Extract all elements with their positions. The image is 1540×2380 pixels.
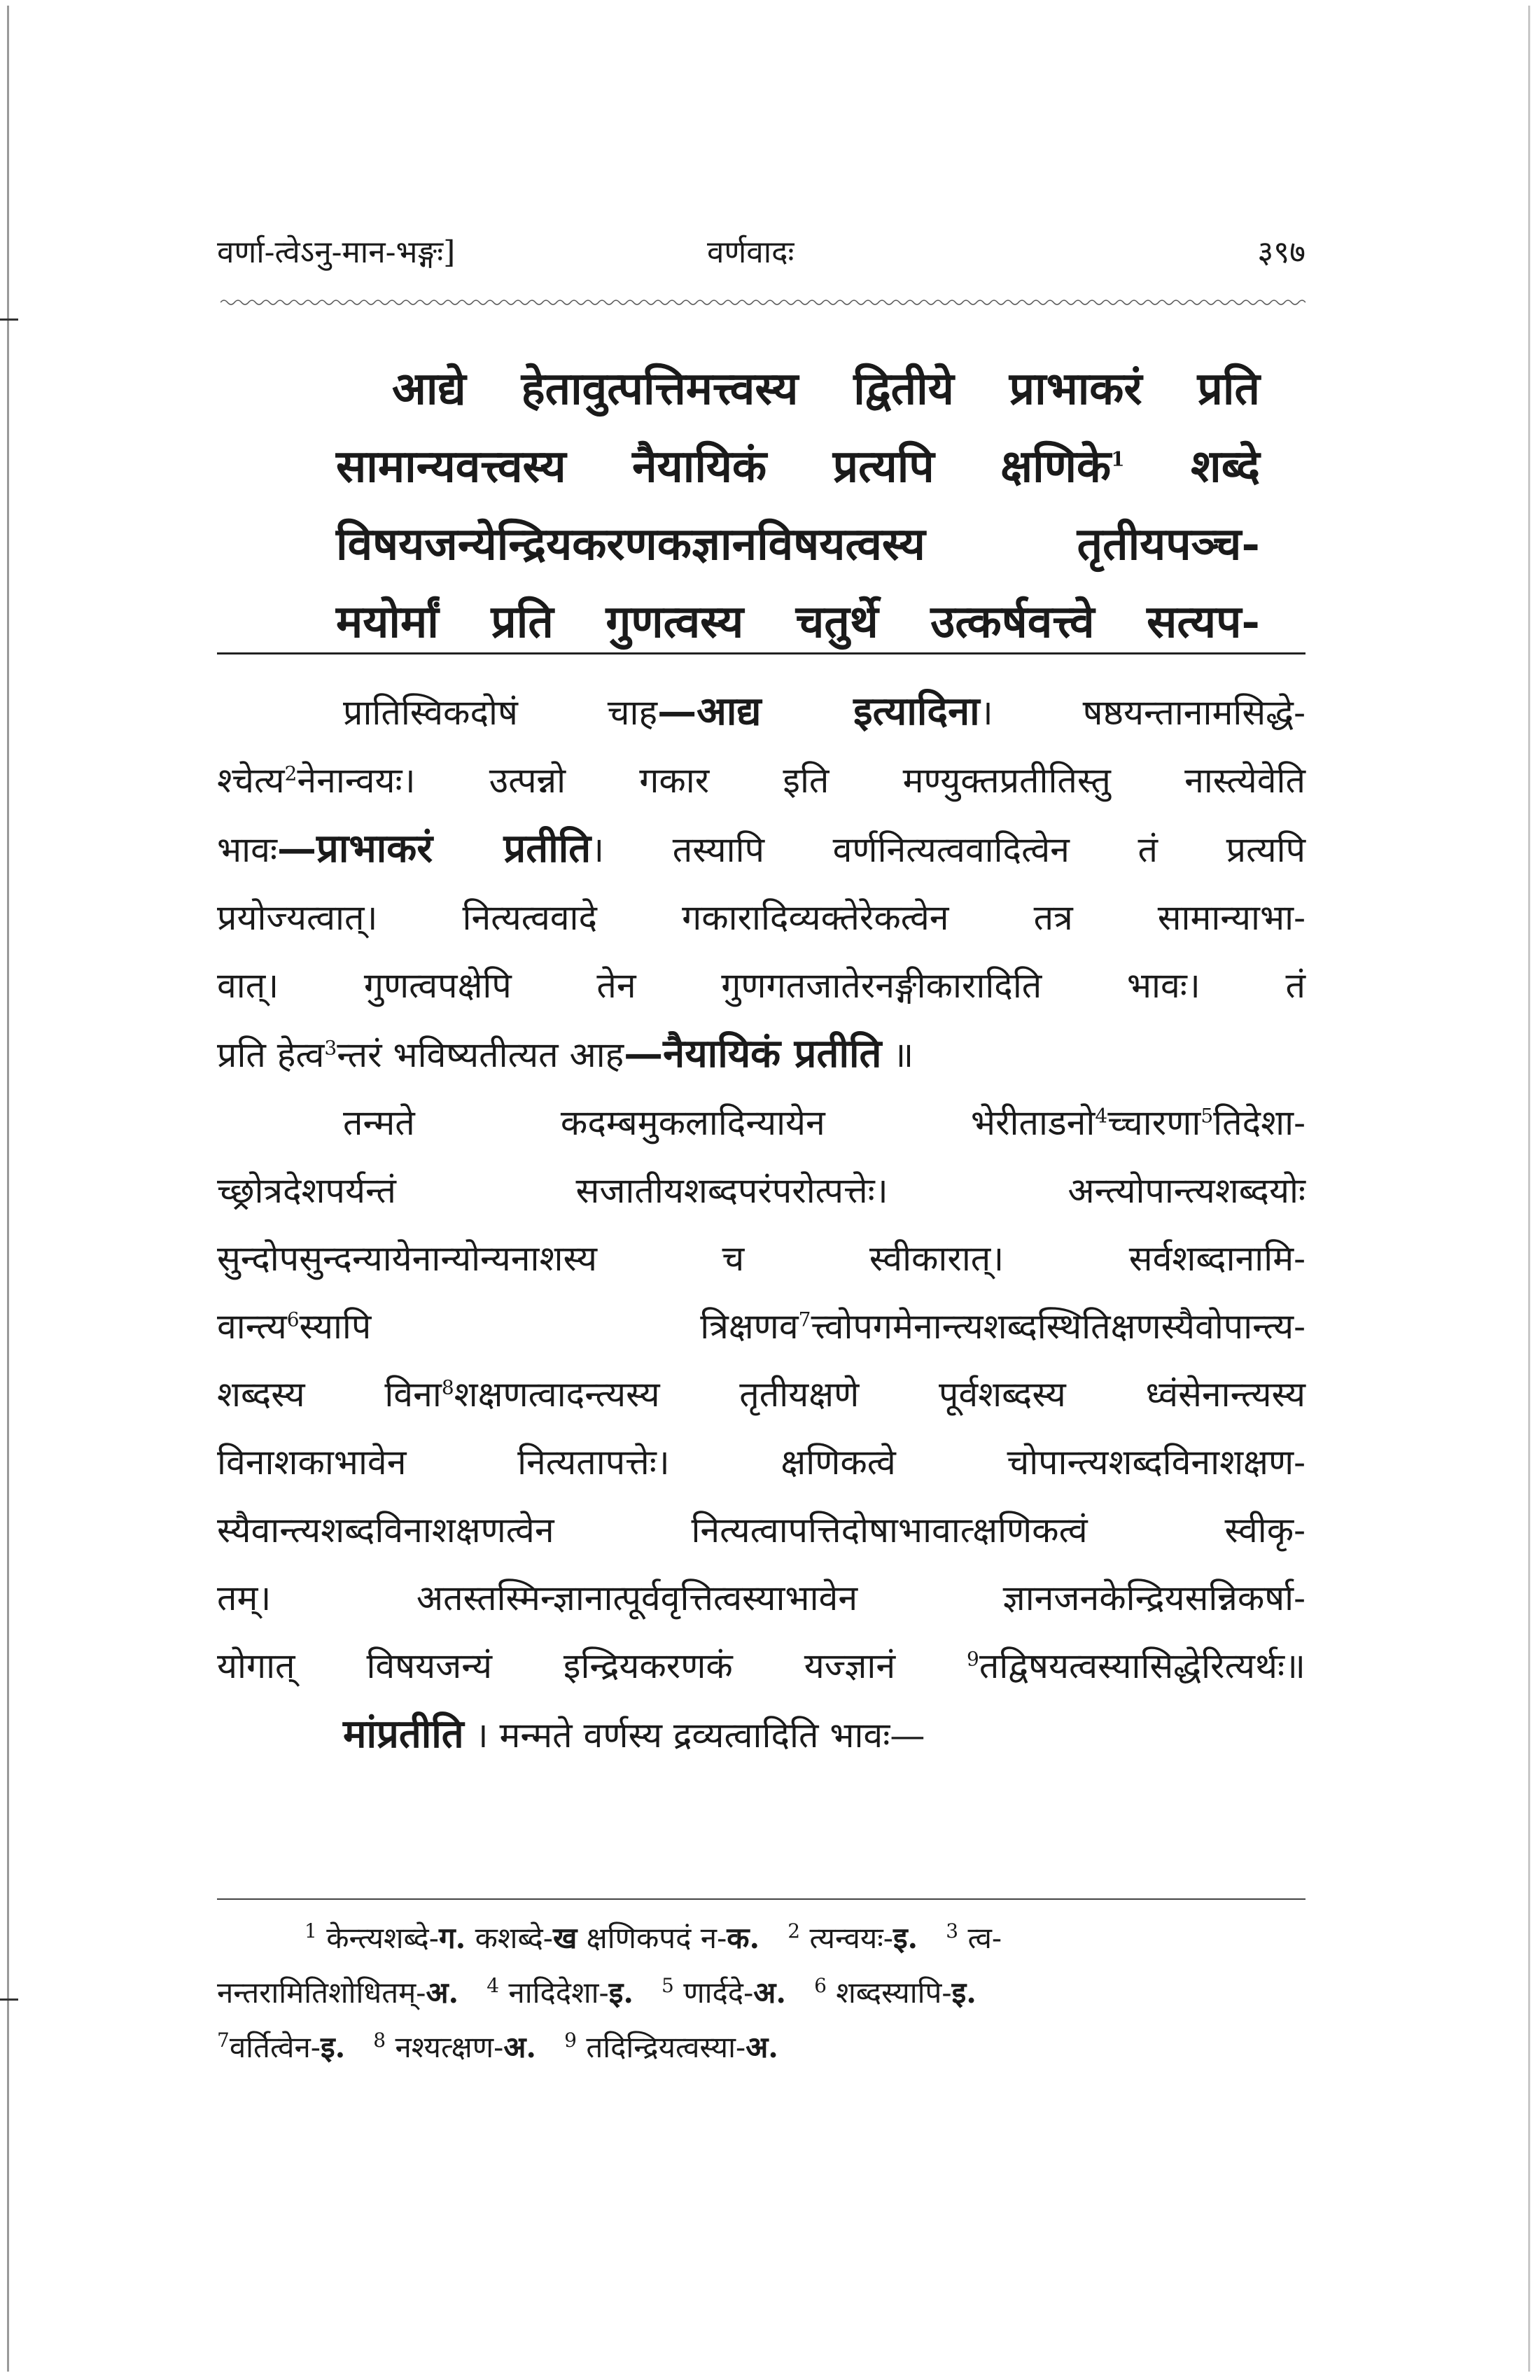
footnote-ref: 4 — [1095, 1104, 1108, 1128]
header-chapter-title: वर्णवादः — [707, 234, 794, 270]
manuscript-siglum: ख — [552, 1921, 578, 1955]
root-text-fragment: सामान्यवत्त्वस्य नैयायिकं प्रत्यपि क्षणिके — [336, 440, 1112, 493]
footnote-line — [217, 1911, 1306, 1966]
footnote-number: 6 — [814, 1974, 827, 1997]
commentary-fragment: वान्त्य — [217, 1306, 287, 1347]
footnote-ref: 7 — [798, 1308, 811, 1331]
commentary-fragment: योगात् विषयजन्यं इन्द्रियकरणकं यज्ज्ञानं — [217, 1646, 896, 1686]
footnote-number: 4 — [486, 1974, 500, 1997]
running-header — [217, 230, 1306, 279]
commentary-fragment: श्चेत्य — [217, 760, 285, 801]
commentary-fragment: शक्षणत्वादन्त्यस्य तृतीयक्षणे पूर्वशब्दस्य ध्वंसेनान्त्यस्य — [454, 1374, 1306, 1415]
commentary-line: प्रयोज्यत्वात्। नित्यत्ववादे गकारादिव्यक्तेरेकत्वेन तत्र सामान्याभा- — [217, 897, 1306, 938]
commentary-fragment: च्चारणा — [1107, 1102, 1201, 1143]
commentary-fragment: ॥ — [881, 1035, 914, 1075]
footnote-number: 5 — [662, 1974, 674, 1997]
commentary-line: स्यैवान्त्यशब्दविनाशक्षणत्वेन नित्यत्वापत्तिदोषाभावात्क्षणिकत्वं स्वीकृ- — [217, 1510, 1306, 1550]
page-number: ३९७ — [1257, 234, 1306, 270]
footnote-text: त्यन्वयः- — [809, 1921, 893, 1955]
root-text-line: आद्ये हेतावुत्पत्तिमत्त्वस्य द्वितीये प्राभाकरं प्रति — [392, 363, 1260, 415]
header-section-title: वर्णा-त्वेऽनु-मान-भङ्गः] — [217, 234, 456, 270]
footnote-number: 9 — [564, 2029, 577, 2052]
commentary-fragment: नेनान्वयः। उत्पन्नो गकार इति मण्युक्तप्रतीतिस्तु नास्त्येवेति — [297, 760, 1306, 801]
footnote-text: नादिदेशा- — [508, 1975, 609, 2010]
pratika-lemma: —प्राभाकरं प्रतीति — [277, 825, 592, 872]
footnote-ref: 2 — [284, 762, 298, 785]
commentary-fragment: स्यापि त्रिक्षणव — [299, 1306, 799, 1347]
commentary-line — [217, 678, 1306, 747]
commentary-line — [217, 1361, 1306, 1429]
footnote-ref: 9 — [967, 1647, 979, 1671]
commentary-line — [217, 815, 1306, 884]
footnote-ref: 8 — [441, 1376, 454, 1399]
pratika-lemma: मांप्रतीति — [343, 1711, 464, 1757]
footnote-text: केन्त्यशब्दे- — [326, 1921, 440, 1955]
commentary-line — [217, 1293, 1306, 1361]
footnote-text: वर्तित्वेन- — [229, 2030, 321, 2064]
manuscript-siglum: अ. — [746, 2030, 778, 2064]
commentary-fragment: प्रति हेत्व — [217, 1035, 325, 1075]
commentary-line: तम्। अतस्तस्मिन्ज्ञानात्पूर्ववृत्तित्वस्याभावेन ज्ञानजनकेन्द्रियसन्निकर्षा- — [217, 1578, 1306, 1618]
commentary-line: सुन्दोपसुन्दन्यायेनान्योन्यनाशस्य च स्वीकारात्। सर्वशब्दानामि- — [217, 1238, 1306, 1279]
commentary-fragment: तन्मते कदम्बमुकलादिन्यायेन भेरीताडनो — [343, 1102, 1096, 1143]
manuscript-siglum: अ. — [426, 1975, 459, 2010]
manuscript-siglum: अ. — [503, 2030, 537, 2064]
commentary-line: वात्। गुणत्वपक्षेपि तेन गुणगतजातेरनङ्गीकारादिति भावः। तं — [217, 965, 1306, 1006]
footnote-ref: 5 — [1200, 1104, 1214, 1128]
footnote-line — [217, 2020, 1306, 2075]
footnote-text: नश्यत्क्षण- — [395, 2030, 504, 2064]
commentary-fragment: प्रातिस्विकदोषं चाह — [343, 692, 658, 733]
root-text-fragment: शब्दे — [1191, 440, 1260, 493]
binding-mark — [0, 318, 18, 321]
commentary-fragment: । मन्मते वर्णस्य द्रव्यत्वादिति भावः— — [463, 1715, 925, 1756]
footnote-text: त्व- — [967, 1921, 1002, 1955]
manuscript-siglum: इ. — [951, 1975, 976, 2010]
root-text — [336, 350, 1260, 661]
footnote-number: 3 — [946, 1919, 959, 1942]
footnote-number: 2 — [788, 1919, 801, 1942]
footnotes — [217, 1911, 1306, 2075]
wavy-rule — [220, 298, 1306, 307]
commentary-line: च्छ्रोत्रदेशपर्यन्तं सजातीयशब्दपरंपरोत्पत्तेः। अन्त्योपान्त्यशब्दयोः — [217, 1170, 1306, 1211]
footnote-number: 7 — [217, 2029, 230, 2052]
manuscript-siglum: इ. — [608, 1975, 634, 2010]
commentary-fragment: त्त्वोपगमेनान्त्यशब्दस्थितिक्षणस्यैवोपान्त्य- — [811, 1306, 1306, 1347]
commentary-fragment: न्तरं भविष्यतीत्यत आह — [337, 1035, 624, 1075]
manuscript-siglum: इ. — [892, 1921, 918, 1955]
manuscript-siglum: क. — [727, 1921, 760, 1955]
footnote-text: क्षणिकपदं न- — [577, 1921, 727, 1955]
pratika-lemma: —नैयायिकं प्रतीति — [624, 1030, 882, 1077]
commentary-line — [217, 747, 1306, 815]
footnote-text: कशब्दे- — [465, 1921, 553, 1955]
footnote-text: णार्ददे- — [683, 1975, 754, 2010]
commentary-fragment: । षष्ठयन्तानामसिद्धे- — [979, 692, 1306, 733]
manuscript-siglum: ग. — [439, 1921, 466, 1955]
footnote-text: नन्तरामितिशोधितम्- — [217, 1975, 426, 2010]
commentary-line — [217, 1020, 1306, 1089]
footnote-ref: 6 — [286, 1308, 300, 1331]
commentary-fragment: । तस्यापि वर्णनित्यत्ववादित्वेन तं प्रत्यपि — [591, 830, 1306, 870]
section-divider — [217, 652, 1306, 654]
pratika-lemma: —आद्य इत्यादिना — [657, 688, 980, 734]
footnote-number: 8 — [373, 2029, 386, 2052]
root-text-line — [336, 428, 1260, 505]
commentary-fragment: तद्विषयत्वस्यासिद्धेरित्यर्थः॥ — [979, 1646, 1306, 1686]
manuscript-siglum: इ. — [320, 2030, 346, 2064]
footnote-text: शब्दस्यापि- — [836, 1975, 952, 2010]
commentary-line — [217, 1089, 1306, 1157]
footnote-ref: 1 — [1111, 447, 1125, 471]
commentary-text — [217, 678, 1306, 1770]
root-text-line: विषयजन्येन्द्रियकरणकज्ञानविषयत्वस्य तृतीयपञ्च- — [336, 518, 1260, 570]
root-text-line: मयोर्मां प्रति गुणत्वस्य चतुर्थे उत्कर्षवत्त्वे सत्यप- — [336, 596, 1260, 648]
commentary-fragment: भावः — [217, 830, 277, 870]
commentary-line — [217, 1632, 1306, 1700]
footnote-divider — [217, 1898, 1306, 1900]
footnote-text: तदिन्द्रियत्वस्या- — [586, 2030, 746, 2064]
binding-mark — [0, 1998, 18, 2001]
footnote-line — [217, 1966, 1306, 2020]
footnote-ref: 3 — [324, 1036, 337, 1060]
manuscript-siglum: अ. — [753, 1975, 786, 2010]
footnote-number: 1 — [304, 1919, 317, 1942]
commentary-fragment: तिदेशा- — [1213, 1102, 1306, 1143]
commentary-line — [217, 1700, 1306, 1770]
commentary-fragment: शब्दस्य विना — [217, 1374, 442, 1415]
commentary-line: विनाशकाभावेन नित्यतापत्तेः। क्षणिकत्वे चोपान्त्यशब्दविनाशक्षण- — [217, 1442, 1306, 1483]
